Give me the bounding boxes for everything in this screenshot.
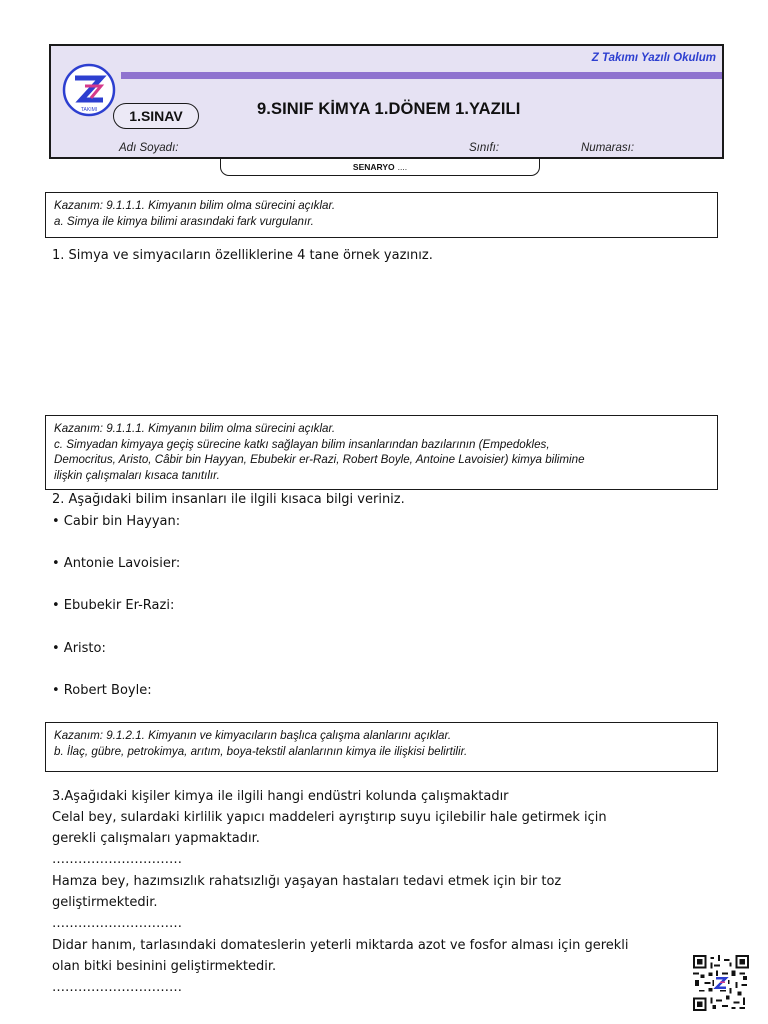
scientist-item: • Cabir bin Hayyan: — [52, 514, 181, 529]
outcome-line: ilişkin çalışmaları kısaca tanıtılır. — [54, 468, 220, 482]
learning-outcome-box — [45, 415, 718, 490]
name-field-label: Adı Soyadı: — [119, 142, 179, 154]
outcome-line: Kazanım: 9.1.1.1. Kimyanın bilim olma sürecini açıklar. — [54, 422, 336, 435]
question-3-line: geliştirmektedir. — [52, 895, 158, 910]
learning-outcome-box — [45, 722, 718, 772]
question-3-line: Didar hanım, tarlasındaki domateslerin yeterli miktarda azot ve fosfor alması için gerekli — [52, 938, 629, 953]
outcome-line: Kazanım: 9.1.2.1. Kimyanın ve kimyacıların başlıca çalışma alanlarını açıklar. — [54, 729, 452, 742]
answer-blank: ………………………… — [52, 980, 182, 995]
exam-number-badge: 1.SINAV — [113, 103, 199, 129]
question-3-line: olan bitki besinini geliştirmektedir. — [52, 959, 277, 974]
outcome-line: b. İlaç, gübre, petrokimya, arıtım, boya-tekstil alanlarının kimya ile ilişkisi belirtilir. — [54, 744, 468, 758]
learning-outcome-box — [45, 192, 718, 238]
question-3-line: 3.Aşağıdaki kişiler kimya ile ilgili hangi endüstri kolunda çalışmaktadır — [52, 789, 509, 804]
scenario-dots: .... — [397, 161, 408, 172]
accent-bar — [121, 72, 722, 79]
question-3-line: Hamza bey, hazımsızlık rahatsızlığı yaşayan hastaları tedavi etmek için bir toz — [52, 874, 562, 889]
z-team-logo-icon — [61, 62, 117, 118]
qr-code-icon[interactable] — [693, 955, 749, 1011]
scientist-item: • Ebubekir Er-Razi: — [52, 598, 175, 613]
scenario-label: SENARYO — [352, 161, 395, 172]
scientist-item: • Robert Boyle: — [52, 683, 152, 698]
answer-blank: ………………………… — [52, 852, 182, 867]
scenario-tab — [220, 158, 540, 176]
scientist-item: • Antonie Lavoisier: — [52, 556, 181, 571]
class-field-label: Sınıfı: — [469, 142, 500, 154]
scientist-item: • Aristo: — [52, 641, 106, 656]
outcome-line: Kazanım: 9.1.1.1. Kimyanın bilim olma sürecini açıklar. — [54, 199, 336, 212]
number-field-label: Numarası: — [581, 142, 635, 154]
question-3-line: Celal bey, sulardaki kirlilik yapıcı maddeleri ayrıştırıp suyu içilebilir hale getirmek için — [52, 810, 607, 825]
outcome-line: c. Simyadan kimyaya geçiş sürecine katkı sağlayan bilim insanlarından bazılarının (Empedokles, — [54, 437, 550, 451]
question-3-line: gerekli çalışmaları yapmaktadır. — [52, 831, 260, 846]
exam-header — [49, 44, 724, 159]
outcome-line: Democritus, Aristo, Câbir bin Hayyan, Ebubekir er-Razi, Robert Boyle, Antoine Lavoisier) kimya bilimine — [54, 453, 585, 466]
brand-name: Z Takımı Yazılı Okulum — [591, 52, 716, 64]
exam-title: 9.SINIF KİMYA 1.DÖNEM 1.YAZILI — [257, 100, 521, 118]
question-2-prompt: 2. Aşağıdaki bilim insanları ile ilgili kısaca bilgi veriniz. — [52, 492, 405, 507]
question-1: 1. Simya ve simyacıların özelliklerine 4 tane örnek yazınız. — [52, 248, 433, 263]
outcome-line: a. Simya ile kimya bilimi arasındaki fark vurgulanır. — [54, 214, 314, 228]
answer-blank: ………………………… — [52, 916, 182, 931]
logo-caption: TAKIMI — [80, 107, 98, 113]
